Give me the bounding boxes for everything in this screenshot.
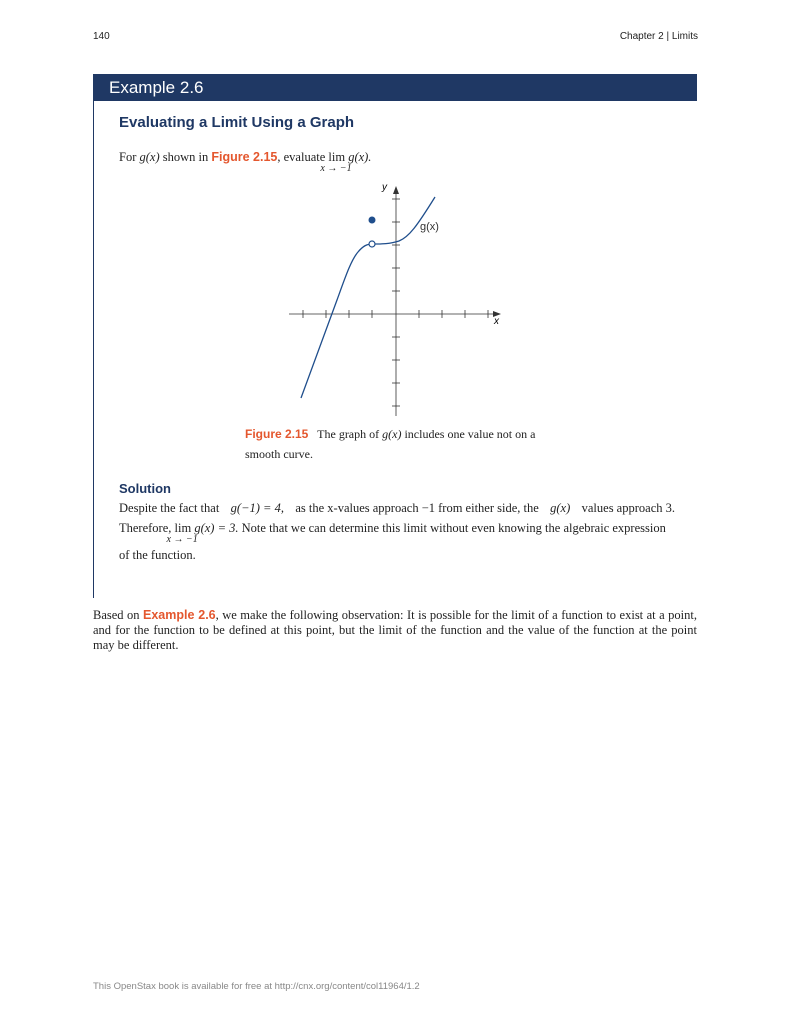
page-number: 140 bbox=[93, 31, 110, 42]
solution-line-3: of the function. bbox=[119, 548, 196, 562]
function-graph bbox=[285, 180, 515, 420]
caption-text-b: includes one value not on a bbox=[401, 427, 536, 441]
question-expression: g(x). bbox=[348, 150, 372, 164]
observation-paragraph bbox=[93, 608, 697, 653]
solution-s1-d: g(x) bbox=[550, 501, 571, 515]
caption-text-c: smooth curve. bbox=[245, 447, 313, 461]
solution-s2-expr: g(x) = 3. bbox=[194, 521, 239, 535]
solution-s1-b: g(−1) = 4, bbox=[230, 501, 284, 515]
solution-line-2 bbox=[119, 521, 666, 545]
example-label: Example 2.6 bbox=[109, 78, 204, 97]
caption-text-a: The graph of bbox=[317, 427, 383, 441]
example-heading: Evaluating a Limit Using a Graph bbox=[119, 114, 355, 131]
observation-post: , we make the following observation: It is possible for the limit of a function to exist at a point, and for the function to be defined at this point, but the limit of the function and the value of the function at the point may be different. bbox=[93, 608, 697, 652]
open-circle-hole bbox=[369, 241, 375, 247]
figure-label: Figure 2.15 bbox=[245, 427, 309, 441]
solution-s2-b: Note that we can determine this limit without even knowing the algebraic expression bbox=[238, 521, 666, 535]
figure-reference-link[interactable]: Figure 2.15 bbox=[211, 150, 278, 164]
chapter-title: Chapter 2 | Limits bbox=[619, 31, 698, 42]
figure-caption bbox=[245, 424, 545, 464]
example-banner bbox=[93, 74, 697, 101]
observation-pre: Based on bbox=[93, 608, 144, 622]
solution-limit-subscript: x → −1 bbox=[166, 534, 198, 545]
solution-s1-e: values approach 3. bbox=[581, 501, 675, 515]
question-pre: For bbox=[119, 150, 140, 164]
curve-label: g(x) bbox=[420, 221, 439, 233]
solution-line-1 bbox=[119, 501, 675, 516]
limit-subscript: x → −1 bbox=[320, 163, 352, 174]
solution-s2-a: Therefore, bbox=[119, 521, 175, 535]
example-reference-link[interactable]: Example 2.6 bbox=[143, 608, 216, 622]
solution-s1-c: as the x-values approach −1 from either side, the bbox=[295, 501, 539, 515]
solution-s1-a: Despite the fact that bbox=[119, 501, 220, 515]
function-curve bbox=[301, 197, 435, 398]
x-axis-label: x bbox=[494, 316, 499, 327]
solution-limit bbox=[166, 521, 198, 545]
question-text bbox=[119, 150, 372, 174]
question-mid: shown in bbox=[159, 150, 212, 164]
limit-expression bbox=[320, 150, 352, 174]
example-left-border bbox=[93, 101, 94, 598]
limit-operator: lim bbox=[328, 150, 346, 164]
question-function: g(x) bbox=[139, 150, 160, 164]
y-axis-label: y bbox=[382, 182, 387, 193]
solution-heading: Solution bbox=[119, 481, 171, 496]
question-post: , evaluate bbox=[277, 150, 329, 164]
solution-limit-operator: lim bbox=[174, 521, 192, 535]
filled-point bbox=[369, 217, 376, 224]
y-axis-arrow bbox=[393, 186, 399, 194]
caption-function: g(x) bbox=[382, 427, 402, 441]
footer-note: This OpenStax book is available for free at http://cnx.org/content/col11964/1.2 bbox=[93, 981, 420, 992]
